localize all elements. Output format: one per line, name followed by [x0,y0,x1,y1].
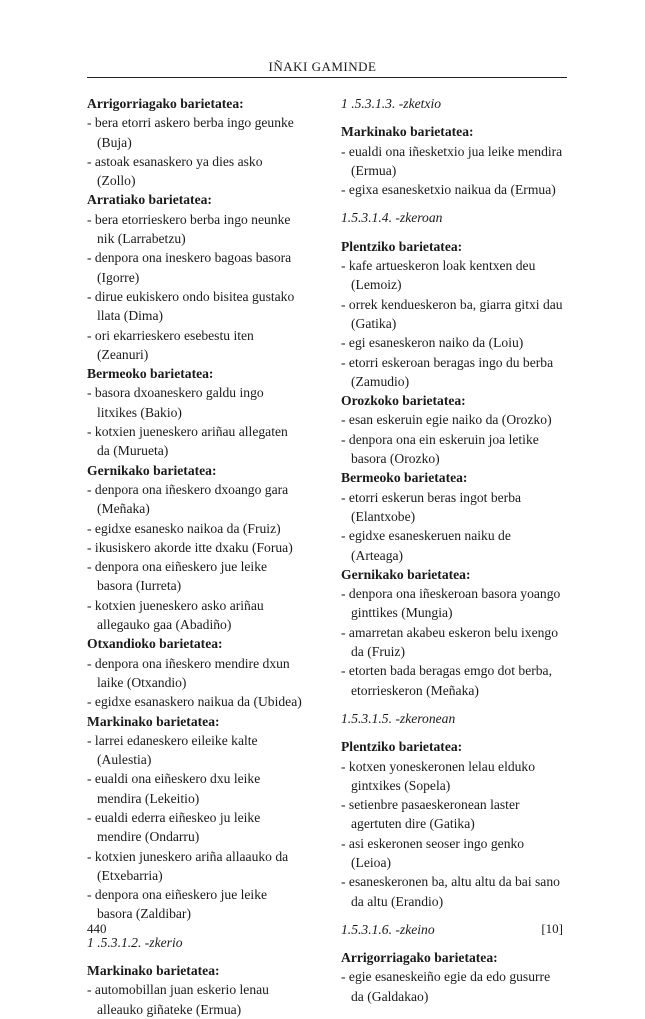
example-item: - kotxien juneskero ariña allaauko da (Etxebarria) [87,848,289,883]
dialect-heading: Gernikako barietatea: [341,566,471,582]
example-item: - egixa esanesketxio naikua da (Ermua) [341,182,556,198]
page-number: 440 [87,921,107,936]
example-item: - bera etorri askero berba ingo geunke (Buja) [87,115,294,150]
dialect-heading: Gernikako barietatea: [87,462,217,478]
example-item: - etorten bada beragas emgo dot berba, etorrieskeron (Meñaka) [341,663,552,698]
example-item: - amarretan akabeu eskeron belu ixengo da (Fruiz) [341,624,559,660]
header-rule [87,77,567,78]
example-item: - denpora ona iñeskeroan basora yoango ginttikes (Mungia) [341,586,561,621]
example-item: - denpora ona ineskero bagoas basora (Igorre) [87,250,292,285]
example-item: - ikusiskero akorde itte dxaku (Forua) [87,539,293,555]
right-column [341,94,563,1006]
section-heading: 1.5.3.1.6. -zkeino [341,921,435,937]
example-item: - kotxen yoneskeronen lelau elduko gintxikes (Sopela) [341,758,536,793]
example-item: - denpora ona iñeskero dxoango gara (Meñaka) [87,481,289,517]
dialect-heading: Bermeoko barietatea: [87,366,214,382]
dialect-heading: Plentziko barietatea: [341,739,463,755]
example-item: - basora dxoaneskero galdu ingo litxikes (Bakio) [87,385,264,420]
section-heading: 1 .5.3.1.3. -zketxio [341,96,442,111]
left-column [87,94,302,1019]
example-item: - asi eskeronen seoser ingo genko (Leioa) [341,835,525,870]
example-item: - bera etorrieskero berba ingo neunke nik (Larrabetzu) [87,211,291,247]
example-item: - eualdi ona iñesketxio jua leike mendira (Ermua) [341,143,563,178]
example-item: - astoak esanaskero ya dies asko (Zollo) [87,153,263,189]
example-item: - eualdi ederra eiñeskeo ju leike mendire (Ondarru) [87,809,261,845]
example-item: - automobillan juan eskerio lenau alleauko giñateke (Ermua) [87,982,269,1017]
example-item: - egi esaneskeron naiko da (Loiu) [341,335,524,351]
example-item: - egidxe esanaskero naikua da (Ubidea) [87,694,302,710]
example-item: - eualdi ona eiñeskero dxu leike mendira (Lekeitio) [87,771,261,806]
dialect-heading: Markinako barietatea: [87,963,220,979]
example-item: - egidxe esanesko naikoa da (Fruiz) [87,520,281,536]
example-item: - etorri eskerun beras ingot berba (Elantxobe) [341,489,522,524]
example-item: - denpora ona eiñeskero jue leike basora (Iurreta) [87,559,268,594]
dialect-heading: Arratiako barietatea: [87,192,212,208]
section-number: [10] [541,921,563,936]
section-heading: 1 .5.3.1.2. -zkerio [87,934,183,950]
example-item: - esan eskeruin egie naiko da (Orozko) [341,412,552,428]
example-item: - esaneskeronen ba, altu altu da bai sano da altu (Erandio) [341,874,560,909]
dialect-heading: Orozkoko barietatea: [341,393,466,409]
example-item: - egie esaneskeiño egie da edo gusurre da (Galdakao) [341,969,551,1004]
dialect-heading: Markinako barietatea: [341,124,474,140]
example-item: - dirue eukiskero ondo bisitea gustako llata (Dima) [87,288,295,324]
dialect-heading: Plentziko barietatea: [341,238,463,254]
section-heading: 1.5.3.1.5. -zkeronean [341,710,456,726]
dialect-heading: Arrigorriagako barietatea: [341,950,498,966]
example-item: - etorri eskeroan beragas ingo du berba (Zamudio) [341,354,554,389]
dialect-heading: Bermeoko barietatea: [341,470,468,486]
example-item: - ori ekarrieskero esebestu iten (Zeanuri) [87,327,254,362]
example-item: - denpora ona eiñeskero jue leike basora (Zaldibar) [87,887,268,922]
example-item: - kafe artueskeron loak kentxen deu (Lemoiz) [341,258,536,293]
example-item: - orrek kendueskeron ba, giarra gitxi dau (Gatika) [341,296,563,331]
example-item: - larrei edaneskero eileike kalte (Aulestia) [87,732,258,768]
section-heading: 1.5.3.1.4. -zkeroan [341,210,443,226]
example-item: - denpora ona iñeskero mendire dxun laike (Otxandio) [87,655,290,690]
example-item: - kotxien jueneskero asko ariñau allegauko gaa (Abadiño) [87,597,264,633]
example-item: - denpora ona ein eskeruin joa letike basora (Orozko) [341,431,539,467]
example-item: - setienbre pasaeskeronean laster agertuten dire (Gatika) [341,797,520,832]
example-item: - kotxien jueneskero ariñau allegaten da (Murueta) [87,424,288,459]
running-header: IÑAKI GAMINDE [268,59,377,74]
dialect-heading: Arrigorriagako barietatea: [87,96,244,111]
example-item: - egidxe esaneskeruen naiku de (Arteaga) [341,528,511,563]
dialect-heading: Otxandioko barietatea: [87,636,223,652]
dialect-heading: Markinako barietatea: [87,713,220,729]
